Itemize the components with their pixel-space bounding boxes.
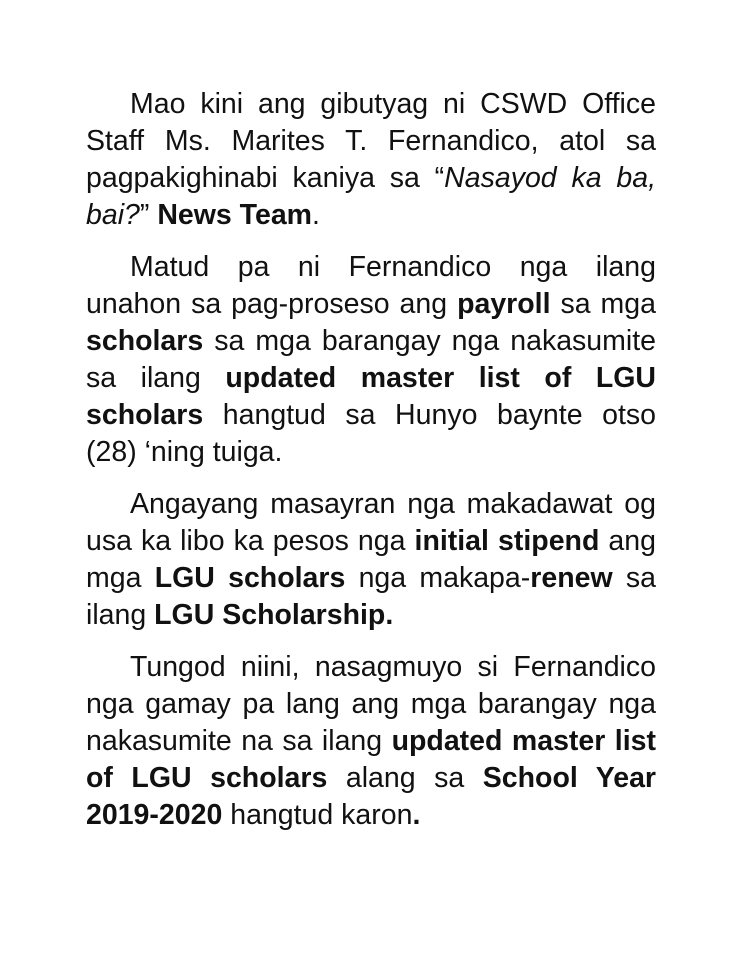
bold-text-run: renew xyxy=(530,562,613,594)
text-run: ang mga xyxy=(86,525,656,594)
text-run: hangtud sa Hunyo baynte otso (28) ‘ning tuiga. xyxy=(86,399,656,468)
text-run: sa ilang xyxy=(86,562,656,631)
text-run: Tungod niini, nasagmuyo si Fernandico nga gamay pa lang ang mga barangay nga nakasumite na sa ilang xyxy=(86,651,656,757)
text-run: hangtud karon xyxy=(222,799,413,831)
bold-text-run: News Team xyxy=(157,199,313,231)
text-run: . xyxy=(312,199,320,231)
paragraph-4 xyxy=(86,649,656,834)
text-run: sa mga barangay nga nakasumite sa ilang xyxy=(86,325,656,394)
italic-text-run: Nasayod ka ba, bai? xyxy=(86,162,656,231)
document-page xyxy=(86,86,656,849)
text-run: Mao kini ang gibutyag ni CSWD Office Staff Ms. Marites T. Fernandico, atol sa pagpakighinabi kaniya sa “ xyxy=(86,88,656,194)
text-run: ” xyxy=(139,199,158,231)
paragraph-2 xyxy=(86,249,656,471)
text-run: alang sa xyxy=(327,762,483,794)
text-run: sa mga xyxy=(550,288,656,320)
bold-text-run: School Year 2019-2020 xyxy=(86,762,657,831)
paragraph-1 xyxy=(86,86,656,234)
bold-text-run: updated master list of LGU scholars xyxy=(86,725,656,794)
bold-text-run: payroll xyxy=(457,288,551,320)
bold-text-run: initial stipend xyxy=(414,525,600,557)
bold-text-run: scholars xyxy=(86,325,204,357)
text-run: nga makapa- xyxy=(345,562,531,594)
text-run: Matud pa ni Fernandico nga ilang unahon sa pag-proseso ang xyxy=(86,251,656,320)
bold-text-run: LGU scholars xyxy=(154,562,346,594)
bold-text-run: . xyxy=(412,799,421,831)
bold-text-run: LGU Scholarship. xyxy=(154,599,394,631)
text-run: Angayang masayran nga makadawat og usa ka libo ka pesos nga xyxy=(86,488,656,557)
bold-text-run: updated master list of LGU scholars xyxy=(86,362,657,431)
paragraph-3 xyxy=(86,486,656,634)
